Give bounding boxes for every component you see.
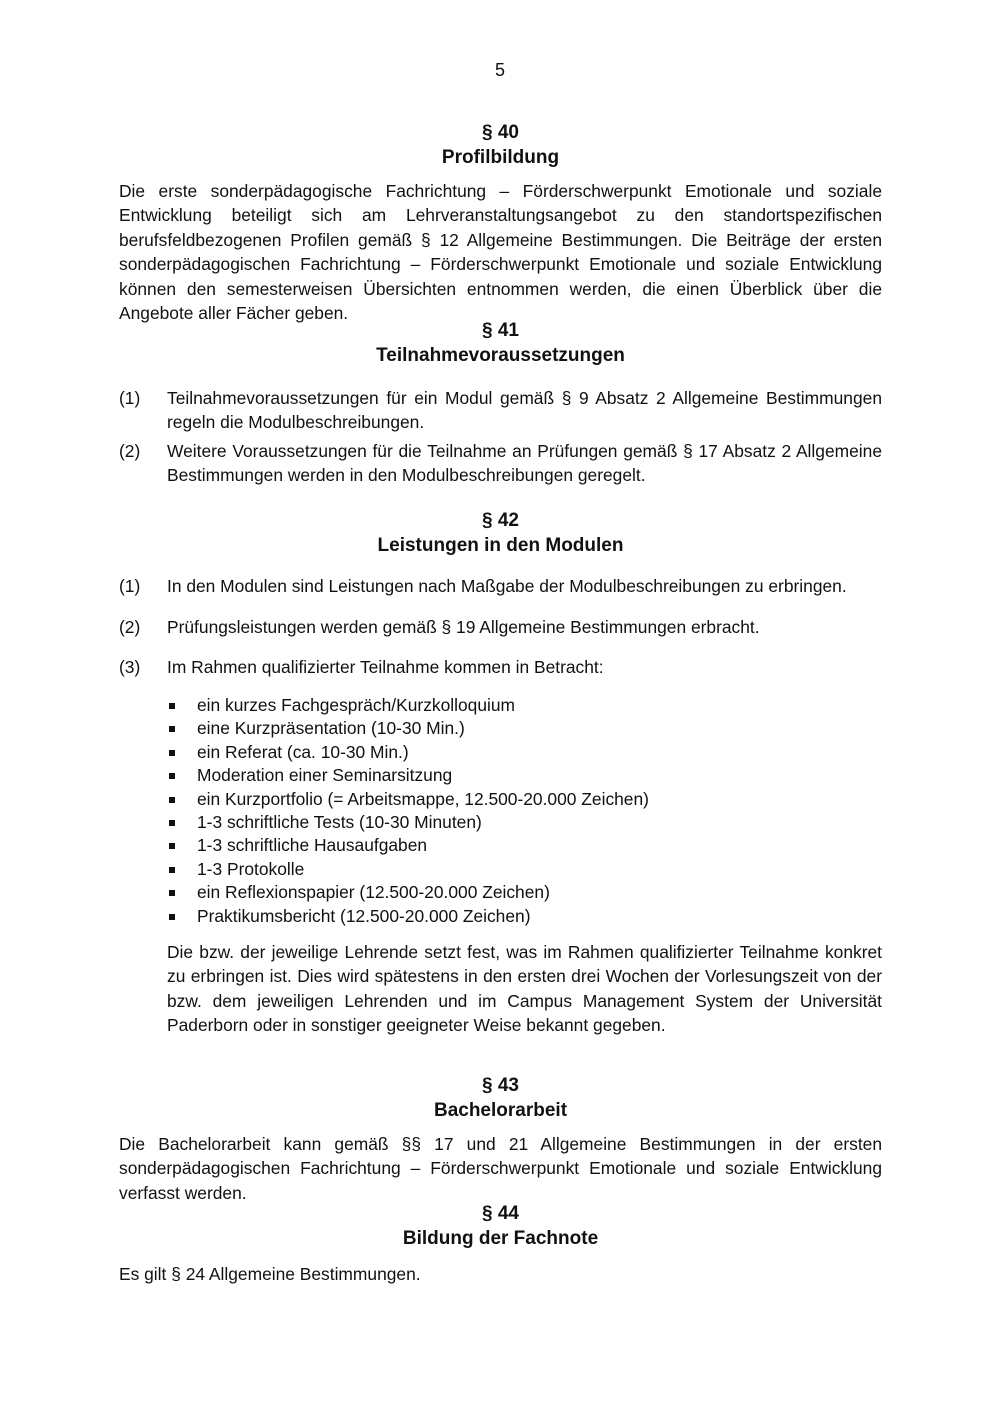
section-44-heading xyxy=(119,1201,882,1251)
section-41-number: § 41 xyxy=(482,320,519,341)
list-item xyxy=(167,741,867,764)
item-number: (1) xyxy=(119,388,141,408)
list-item-text: 1-3 Protokolle xyxy=(197,858,305,879)
item-number: (3) xyxy=(119,657,141,677)
section-40-heading xyxy=(119,120,882,170)
section-42-number: § 42 xyxy=(482,510,519,531)
section-44-title: Bildung der Fachnote xyxy=(402,1228,599,1249)
list-item-text: Praktikumsbericht (12.500-20.000 Zeichen) xyxy=(197,905,531,926)
item-text: Im Rahmen qualifizierter Teilnahme kommen in Betracht: xyxy=(167,657,604,677)
bullet-icon xyxy=(169,750,175,756)
list-item xyxy=(167,717,867,740)
bullet-icon xyxy=(169,867,175,873)
item-number: (1) xyxy=(119,576,141,596)
list-item-text: ein Referat (ca. 10-30 Min.) xyxy=(197,741,409,762)
list-item xyxy=(167,905,867,928)
list-item-text: ein kurzes Fachgespräch/Kurzkolloquium xyxy=(197,695,516,715)
list-item xyxy=(167,811,867,834)
list-item xyxy=(167,881,867,904)
section-44-text: Es gilt § 24 Allgemeine Bestimmungen. xyxy=(119,1264,421,1284)
section-43-title: Bachelorarbeit xyxy=(433,1100,568,1121)
bullet-icon xyxy=(169,914,175,920)
list-item-text: Moderation einer Seminarsitzung xyxy=(197,765,453,786)
list-item-text: ein Reflexionspapier (12.500-20.000 Zeichen) xyxy=(197,882,550,903)
qualified-participation-list xyxy=(167,694,867,928)
bullet-icon xyxy=(169,703,175,709)
item-text: Weitere Voraussetzungen für die Teilnahme an Prüfungen gemäß § 17 Absatz 2 Allgemeine Bestimmungen werden in den Modulbeschreibungen geregelt. xyxy=(167,441,882,486)
section-42-title: Leistungen in den Modulen xyxy=(377,535,624,556)
bullet-icon xyxy=(169,773,175,779)
section-41-title: Teilnahmevoraussetzungen xyxy=(376,345,625,366)
bullet-icon xyxy=(169,797,175,803)
bullet-icon xyxy=(169,843,175,849)
bullet-icon xyxy=(169,726,175,732)
list-item xyxy=(167,834,867,857)
list-item-text: ein Kurzportfolio (= Arbeitsmappe, 12.500-20.000 Zeichen) xyxy=(197,788,649,809)
bullet-icon xyxy=(169,890,175,896)
list-item xyxy=(167,694,867,717)
qualified-participation-note: Die bzw. der jeweilige Lehrende setzt fest, was im Rahmen qualifizierter Teilnahme konkret zu erbringen ist. Dies wird spätestens in den ersten drei Wochen der Vorlesungszeit von der bzw. dem jeweiligen Lehrenden und im Campus Management System der Universität Paderborn oder in sonstiger geeigneter Weise bekannt gegeben. xyxy=(167,942,882,1036)
section-41-heading xyxy=(119,318,882,368)
section-42-heading xyxy=(119,508,882,558)
list-item xyxy=(167,858,867,881)
section-43-number: § 43 xyxy=(482,1075,519,1096)
section-43-heading xyxy=(119,1073,882,1123)
item-number: (2) xyxy=(119,441,141,461)
list-item xyxy=(167,764,867,787)
list-item-text: 1-3 schriftliche Hausaufgaben xyxy=(197,835,428,856)
list-item-text: 1-3 schriftliche Tests (10-30 Minuten) xyxy=(197,811,482,832)
section-40-title: Profilbildung xyxy=(441,147,560,168)
item-number: (2) xyxy=(119,617,141,637)
item-text: In den Modulen sind Leistungen nach Maßgabe der Modulbeschreibungen zu erbringen. xyxy=(167,576,847,596)
bullet-icon xyxy=(169,820,175,826)
section-40-number: § 40 xyxy=(482,122,519,143)
section-44-number: § 44 xyxy=(482,1203,519,1224)
item-text: Prüfungsleistungen werden gemäß § 19 Allgemeine Bestimmungen erbracht. xyxy=(167,617,760,637)
section-43-text: Die Bachelorarbeit kann gemäß §§ 17 und 21 Allgemeine Bestimmungen in der ersten sonderpädagogischen Fachrichtung – Förderschwerpunkt Emotionale und soziale Entwicklung verfasst werden. xyxy=(119,1134,882,1203)
list-item-text: eine Kurzpräsentation (10-30 Min.) xyxy=(197,718,465,739)
section-40-text: Die erste sonderpädagogische Fachrichtung – Förderschwerpunkt Emotionale und soziale Entwicklung beteiligt sich am Lehrveranstaltungsangebot zu den standortspezifischen berufsfeldbezogenen Profilen gemäß § 12 Allgemeine Bestimmungen. Die Beiträge der ersten sonderpädagogischen Fachrichtung – Förderschwerpunkt Emotionale und soziale Entwicklung können den semesterweisen Übersichten entnommen werden, die einen Überblick über die Angebote aller Fächer geben. xyxy=(119,181,882,324)
list-item xyxy=(167,788,867,811)
page-number: 5 xyxy=(494,60,505,80)
item-text: Teilnahmevoraussetzungen für ein Modul gemäß § 9 Absatz 2 Allgemeine Bestimmungen regeln die Modulbeschreibungen. xyxy=(167,388,882,433)
